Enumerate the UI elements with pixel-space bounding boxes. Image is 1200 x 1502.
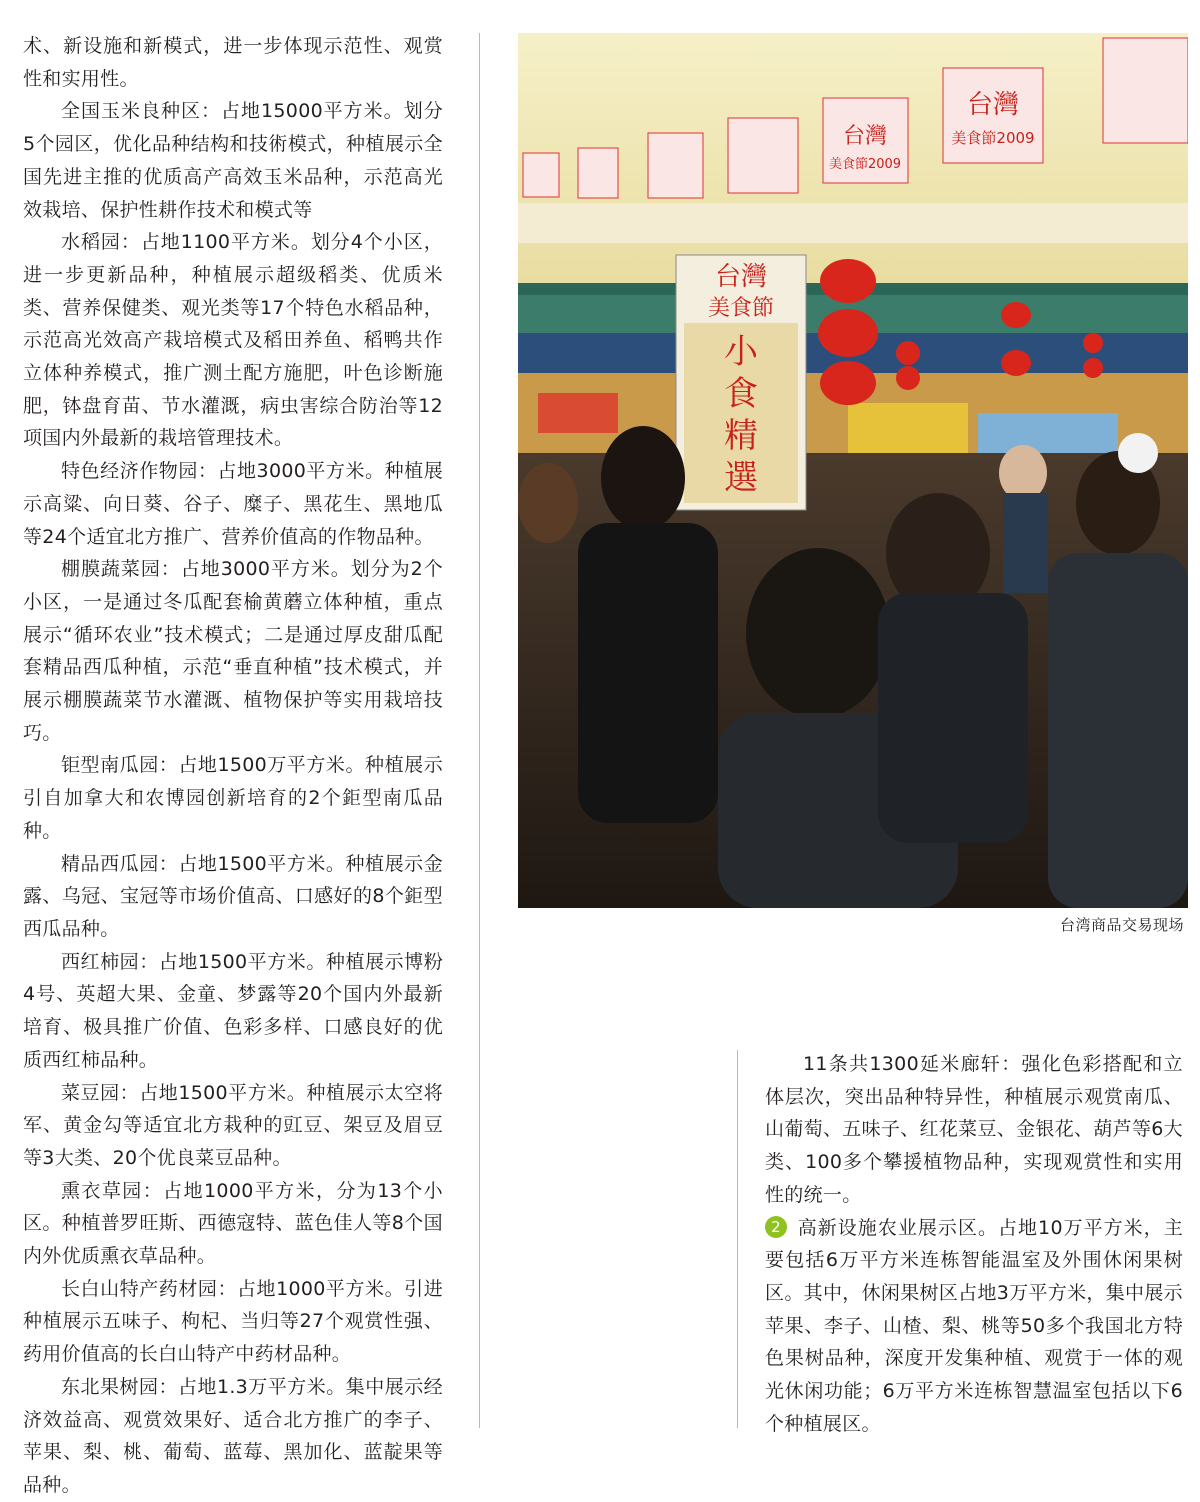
photo-caption: 台湾商品交易现场 (1059, 916, 1184, 934)
paragraph-facility-zone-text: 高新设施农业展示区。占地10万平方米，主要包括6万平方米连栋智能温室及外围休闲果树区。其中，休闲果树区占地3万平方米，集中展示苹果、李子、山楂、梨、桃等50多个我国北方特色果树品种，深度开发集种植、观赏于一体的观光休闲功能；6万平方米连栋智慧温室包括以下6个种植展区。 (765, 1216, 1183, 1435)
paragraph-watermelon-garden: 精品西瓜园：占地1500平方米。种植展示金露、乌冠、宝冠等市场价值高、口感好的8个鉅型西瓜品种。 (23, 852, 443, 940)
paragraph-intro-tail: 术、新设施和新模式，进一步体现示范性、观赏性和实用性。 (23, 35, 443, 90)
sign-char-1: 小 (724, 332, 758, 372)
paragraph-cash-crop-garden: 特色经济作物园：占地3000平方米。种植展示高粱、向日葵、谷子、糜子、黑花生、黑地瓜等24个适宜北方推广、营养价值高的作物品种。 (23, 460, 443, 548)
column-divider-left (479, 33, 480, 1428)
market-photo-illustration (518, 33, 1188, 908)
left-text-column (23, 30, 443, 1502)
paragraph-tomato-garden: 西红柿园：占地1500平方米。种植展示博粉4号、英超大果、金童、梦露等20个国内外最新培育、极具推广价值、色彩多样、口感良好的优质西红柿品种。 (23, 950, 443, 1071)
paragraph-rice-garden: 水稻园：占地1100平方米。划分4个小区，进一步更新品种，种植展示超级稻类、优质米类、营养保健类、观光类等17个特色水稻品种，示范高光效高产栽培模式及稻田养鱼、稻鸭共作立体种养模式，推广测土配方施肥，叶色诊断施肥，钵盘育苗、节水灌溉，病虫害综合防治等12项国内外最新的栽培管理技术。 (23, 231, 443, 450)
right-text-column (765, 1048, 1183, 1440)
section-number-badge: 2 (765, 1216, 787, 1238)
paragraph-giant-pumpkin-garden: 钜型南瓜园：占地1500万平方米。种植展示引自加拿大和农博园创新培育的2个鉅型南瓜品种。 (23, 754, 443, 842)
paragraph-lavender-garden: 熏衣草园：占地1000平方米，分为13个小区。种植普罗旺斯、西德寇特、蓝色佳人等8个国内外优质熏衣草品种。 (23, 1179, 443, 1268)
market-photo (518, 33, 1188, 908)
sign-line-2: 美食節 (707, 296, 775, 321)
banner-title-large: 台灣 (966, 90, 1020, 120)
paragraph-corridor: 11条共1300延米廊轩：强化色彩搭配和立体层次，突出品种特异性，种植展示观赏南瓜、山葡萄、五味子、红花菜豆、金银花、葫芦等6大类、100多个攀援植物品种，实现观赏性和实用性的统一。 (765, 1053, 1183, 1206)
paragraph-corn-zone: 全国玉米良种区：占地15000平方米。划分5个园区，优化品种结构和技術模式，种植展示全国先进主推的优质高产高效玉米品种，示范高光效栽培、保护性耕作技术和模式等 (23, 100, 443, 221)
banner-title: 台灣 (842, 124, 888, 149)
paragraph-herb-garden: 长白山特产药材园：占地1000平方米。引进种植展示五味子、枸杞、当归等27个观赏性强、药用价值高的长白山特产中药材品种。 (23, 1277, 443, 1366)
sign-char-4: 選 (724, 458, 758, 498)
vertical-sign (676, 255, 806, 510)
banner-subtitle: 美食節2009 (828, 157, 902, 172)
column-divider-right (737, 1050, 738, 1428)
paragraph-orchard: 东北果树园：占地1.3万平方米。集中展示经济效益高、观赏效果好、适合北方推广的李子、苹果、梨、桃、葡萄、蓝莓、黑加化、蓝靛果等品种。 (23, 1375, 443, 1496)
sign-char-2: 食 (724, 374, 758, 414)
paragraph-greenhouse-vegetable-garden: 棚膜蔬菜园：占地3000平方米。划分为2个小区，一是通过冬瓜配套榆黄蘑立体种植，重点展示“循环农业”技术模式；二是通过厚皮甜瓜配套精品西瓜种植，示范“垂直种植”技术模式，并展示棚膜蔬菜节水灌溉、植物保护等实用栽培技巧。 (23, 558, 443, 744)
banner-subtitle-large: 美食節2009 (951, 129, 1035, 147)
sign-char-3: 精 (724, 416, 758, 456)
paragraph-facility-zone (765, 1212, 1183, 1441)
paragraph-bean-garden: 菜豆园：占地1500平方米。种植展示太空将军、黄金勾等适宜北方栽种的豇豆、架豆及眉豆等3大类、20个优良菜豆品种。 (23, 1081, 443, 1169)
sign-line-1: 台灣 (714, 262, 768, 292)
